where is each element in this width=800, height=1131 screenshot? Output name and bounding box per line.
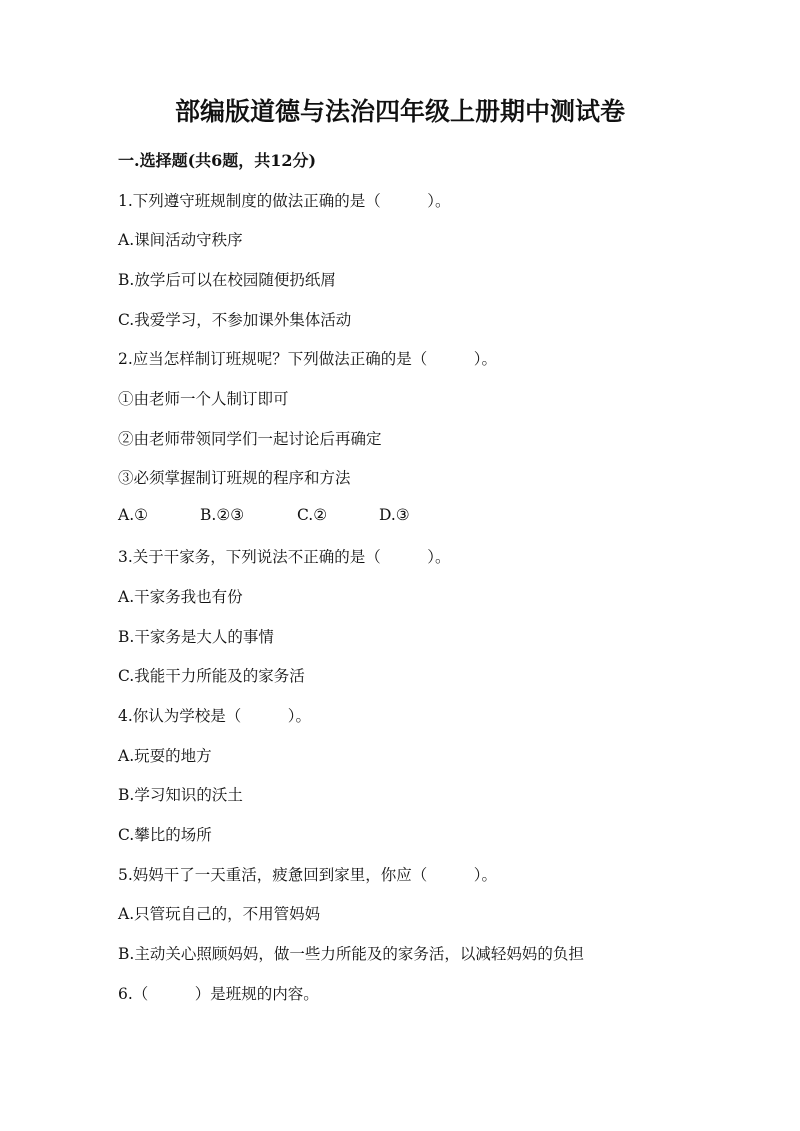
question-1-option-a: A.课间活动守秩序: [118, 231, 243, 249]
question-4-option-b: B.学习知识的沃土: [118, 786, 243, 804]
question-2-option-a: A.①: [118, 506, 149, 524]
question-5-option-b: B.主动关心照顾妈妈，做一些力所能及的家务活，以减轻妈妈的负担: [118, 945, 584, 963]
question-2-option-d: D.③: [379, 506, 410, 524]
question-5-option-a: A.只管玩自己的，不用管妈妈: [118, 905, 321, 923]
question-2-stem: 2.应当怎样制订班规呢？下列做法正确的是（ ）。: [118, 350, 498, 368]
question-1-option-b: B.放学后可以在校园随便扔纸屑: [118, 271, 336, 289]
question-4-option-a: A.玩耍的地方: [118, 747, 212, 765]
question-2-options-row: [118, 506, 461, 524]
question-3-option-b: B.干家务是大人的事情: [118, 628, 274, 646]
question-2-statement-2: ②由老师带领同学们一起讨论后再确定: [118, 430, 382, 448]
page-title: 部编版道德与法治四年级上册期中测试卷: [174, 97, 625, 126]
question-2-statement-1: ①由老师一个人制订即可: [118, 390, 289, 408]
question-2-statement-3: ③必须掌握制订班规的程序和方法: [118, 469, 351, 487]
question-2-option-b: B.②③: [200, 506, 245, 524]
question-1-option-c: C.我爱学习，不参加课外集体活动: [118, 311, 352, 329]
question-3-option-c: C.我能干力所能及的家务活: [118, 667, 305, 685]
section-heading: 一.选择题(共6题，共12分): [118, 151, 317, 170]
question-6-stem: 6.（ ）是班规的内容。: [118, 985, 319, 1003]
question-4-stem: 4.你认为学校是（ ）。: [118, 707, 312, 725]
question-1-stem: 1.下列遵守班规制度的做法正确的是（ ）。: [118, 192, 451, 210]
question-2-option-c: C.②: [297, 506, 328, 524]
question-5-stem: 5.妈妈干了一天重活，疲惫回到家里，你应（ ）。: [118, 866, 498, 884]
question-3-option-a: A.干家务我也有份: [118, 588, 243, 606]
question-4-option-c: C.攀比的场所: [118, 826, 212, 844]
question-3-stem: 3.关于干家务，下列说法不正确的是（ ）。: [118, 548, 451, 566]
